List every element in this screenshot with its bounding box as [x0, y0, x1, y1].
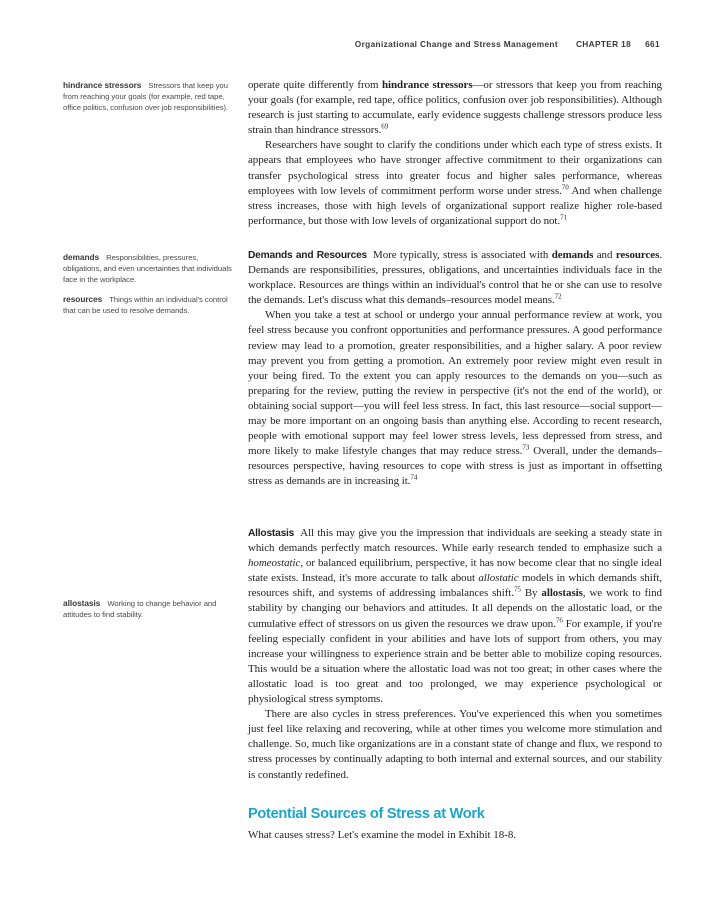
- text-run: Researchers have sought to clarify the conditions under which each type of stress exists. It appears that employees who have stronger affective commitment to their organizations can transfer psychological stress into greater focus and higher sales performance, whereas employees with low levels of commitment perform worse under stress.: [248, 139, 662, 197]
- paragraph: [248, 78, 662, 138]
- margin-note-resources: [63, 294, 235, 316]
- text-run: . Demands are responsibilities, pressures, obligations, and uncertainties individuals face in the workplace. Resources are things within an individual's control that he or she can use to resolve the demands. Let's discuss what this demands–resources model means.: [248, 249, 663, 307]
- paragraph: [248, 308, 662, 489]
- text-run: , or balanced equilibrium, perspective, it has now become clear that no single ideal state exists. Instead, it's more accurate to talk about: [248, 557, 662, 585]
- demands-resources-section: [248, 248, 662, 490]
- text-run: More typically, stress is associated with: [373, 249, 552, 261]
- margin-note-definition: Things within an individual's control that can be used to resolve demands.: [63, 295, 228, 316]
- section-heading-potential-sources: Potential Sources of Stress at Work: [248, 806, 485, 822]
- text-run: operate quite differently from: [248, 79, 382, 91]
- margin-note-term: resources: [63, 294, 103, 304]
- text-run: —or stressors that keep you from reaching your goals (for example, red tape, office politics, confusion over job responsibilities). Although research is just starting to accumulate, early evidence suggests challenge stressors produce less strain than hindrance stressors.: [248, 79, 662, 137]
- running-header-title: Organizational Change and Stress Management: [354, 39, 558, 49]
- margin-note-demands: [63, 252, 235, 286]
- paragraph: [248, 526, 662, 707]
- endnote-ref: 70: [561, 183, 569, 192]
- paragraph: [248, 248, 662, 308]
- endnote-ref: 72: [554, 292, 562, 301]
- stressors-section: [248, 78, 662, 229]
- margin-note-term: demands: [63, 252, 100, 262]
- run-in-heading-demands-resources: Demands and Resources: [248, 250, 368, 261]
- endnote-ref: 71: [560, 213, 568, 222]
- endnote-ref: 73: [522, 443, 530, 452]
- paragraph: [248, 138, 662, 229]
- paragraph: There are also cycles in stress preferences. You've experienced this when you sometimes just feel like relaxing and recovering, while at other times you welcome more stimulation and challenge. So, much like organizations are in a constant state of change and flux, we respond to stress processes by continually adapting to both internal and external sources, and our stability is constantly redefined.: [248, 708, 662, 781]
- italic-term-allostatic: allostatic: [478, 572, 519, 585]
- endnote-ref: 76: [555, 615, 563, 624]
- text-run: All this may give you the impression that individuals are seeking a steady state in which demands perfectly match resources. While early research tended to emphasize such a: [248, 527, 662, 555]
- italic-term-homeostatic: homeostatic: [248, 557, 301, 570]
- endnote-ref: 69: [381, 122, 389, 131]
- endnote-ref: 75: [513, 585, 521, 594]
- key-term-demands: demands: [551, 249, 594, 261]
- text-run: When you take a test at school or undergo your annual performance review at work, you feel stress because you confront opportunities and performance pressures. A good performance review may lead to a promotion, greater responsibilities, and a higher salary. A poor review may prevent you from getting a promotion. An extremely poor review might even result in your being fired. To the extent you can apply resources to the demands on you—such as preparing for the review, putting the review in perspective (it's not the end of the world), or obtaining social support—you will feel less stress. In fact, this last resource—social support—may be more important on an ongoing basis than anything else. According to recent research, people with emotional support may feel lower stress levels, less depressed from stress, and more likely to make lifestyle changes that may reduce stress.: [248, 309, 662, 458]
- margin-note-term: hindrance stressors: [63, 80, 142, 90]
- text-run: By: [520, 587, 542, 600]
- text-run: And when challenge stress increases, those with high levels of organizational support realize higher role-based performance, but those with low levels of organizational support do not.: [248, 184, 662, 227]
- margin-note-definition: Responsibilities, pressures, obligations, and even uncertainties that individuals face in the workplace.: [63, 253, 232, 285]
- section-intro: What causes stress? Let's examine the model in Exhibit 18-8.: [248, 829, 517, 841]
- key-term-allostasis: allostasis: [541, 587, 583, 600]
- text-run: models in which demands shift, resources shift, and systems of addressing imbalances shift.: [248, 572, 662, 600]
- margin-note-definition: Stressors that keep you from reaching your goals (for example, red tape, office politics, confusion over job responsibilities).: [63, 81, 229, 113]
- page-number: 661: [645, 39, 660, 49]
- margin-note-allostasis: [63, 598, 235, 620]
- text-run: , we work to find stability by changing our behaviors and attitudes. It all depends on the allostatic load, or the cumulative effect of stressors on us given the resources we draw upon.: [248, 587, 662, 630]
- key-term-hindrance-stressors: hindrance stressors: [382, 79, 473, 91]
- text-run: and: [593, 249, 616, 261]
- text-run: For example, if you're feeling especially confident in your abilities and have lots of support from others, you may increase your willingness to experience strain and be better able to mobilize coping resources. This would be a situation where the allostatic load was not too great; in other cases where the allostatic load is too great and too prolonged, we may experience psychological or physiological stress symptoms.: [248, 617, 662, 706]
- endnote-ref: 74: [410, 473, 418, 482]
- margin-note-term: allostasis: [63, 598, 101, 608]
- chapter-label: CHAPTER 18: [575, 39, 632, 49]
- margin-note-definition: Working to change behavior and attitudes to find stability.: [63, 599, 217, 620]
- running-header: [0, 39, 660, 49]
- margin-note-hindrance-stressors: [63, 80, 235, 114]
- run-in-heading-allostasis: Allostasis: [248, 528, 295, 539]
- text-run: Overall, under the demands–resources perspective, having resources to cope with stress is just as important in offsetting stress as demands are in increasing it.: [248, 445, 662, 488]
- allostasis-section: [248, 526, 662, 783]
- key-term-resources: resources: [615, 249, 660, 261]
